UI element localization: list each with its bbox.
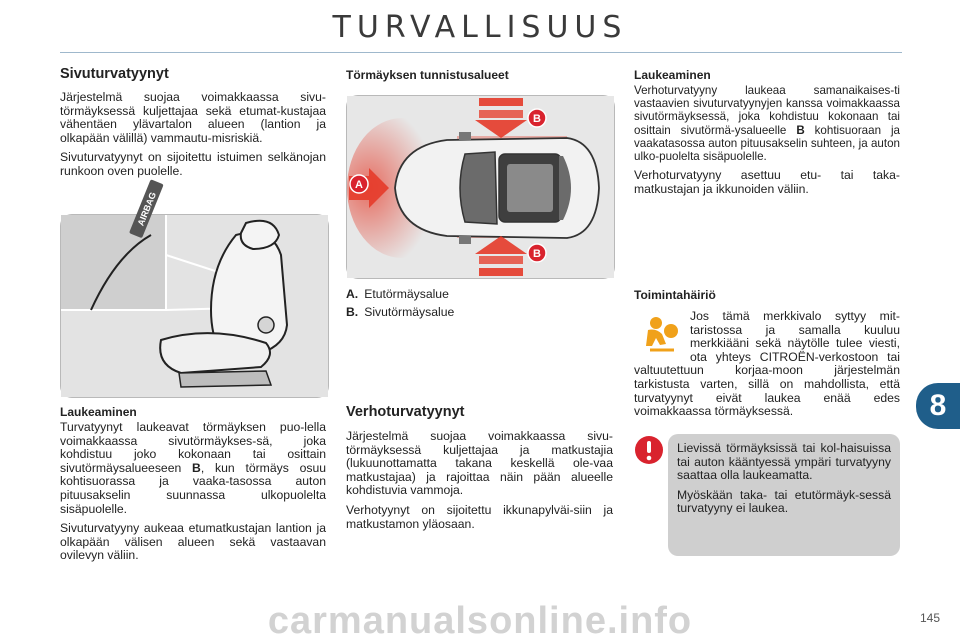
airbag-warning-light-icon	[640, 314, 684, 354]
paragraph: Verhoturvatyyny laukeaa samanaikaises-ti vastaavien sivuturvatyynyjen kanssa voimakkaassa sivutörmäyksessä, joka kohdistuu kokonaan tai osittain sivutörmä-ysalueelle B kohtisuoraan ja vaakatasossa auton pituusakselin suhteen, ja auton ulko-puolelta sisäpuolelle.	[634, 84, 900, 164]
seat-airbag-image	[61, 190, 328, 397]
toimintahairio-block	[634, 310, 900, 419]
diagram-legend	[346, 287, 454, 319]
warning-paragraph: Lievissä törmäyksissä tai kol-haisuissa tai auton kääntyessä ympäri turvatyyny saattaa olla laukeamatta.	[677, 441, 891, 483]
toimintahairio-text: Jos tämä merkkivalo syttyy mit-taristossa ja samalla kuuluu merkkiääni sekä näytölle tulee viesti, ota yhteys CITROËN-verkostoon tai valtuutettuun korjaa-moon järjestelmän tarkistusta varten, sillä on mahdollista, että turvatyynyt eivät laukea enää edes voimakkaassa törmäyksessä.	[634, 309, 900, 419]
col3-laukeaminen-body	[634, 84, 900, 196]
col1-laukeaminen-heading: Laukeaminen	[60, 405, 137, 419]
paragraph: Turvatyynyt laukeavat törmäyksen puo-lella voimakkaassa sivutörmäykses-sä, joka kohdistuu joko kokonaan tai osittain sivutörmäysalueeseen B, kun törmäys osuu kohtisuorassa ja vaaka-tasossa auton pituusakselin suunnassa ulkopuolelta sisäpuolelle.	[60, 420, 326, 516]
legend-item: B. Sivutörmäysalue	[346, 305, 455, 319]
verhoturvatyynyt-body	[346, 430, 613, 531]
sivuturvatyynyt-heading: Sivuturvatyynyt	[60, 66, 169, 82]
paragraph: Verhotyynyt on sijoitettu ikkunapylväi-siin ja matkustamon yläosaan.	[346, 502, 613, 531]
paragraph: Järjestelmä suojaa voimakkaassa sivu-törmäyksessä kuljettajaa sekä etumat-kustajaa vähentäen ylävartalon alueen (lantion ja olkapään välillä) vammautu-misriskiä.	[60, 90, 326, 145]
diagram-heading: Törmäyksen tunnistusalueet	[346, 68, 509, 82]
paragraph: Sivuturvatyynyt on sijoitettu istuimen selkänojan runkoon oven puolelle.	[60, 150, 326, 178]
paragraph: Sivuturvatyyny aukeaa etumatkustajan lantion ja olkapään välisen alueen sekä vastaavan ovilevyn väliin.	[60, 521, 326, 563]
warning-paragraph: Myöskään taka- tai etutörmäyk-sessä turvatyyny ei laukea.	[677, 487, 891, 516]
sivuturvatyynyt-body	[60, 91, 326, 179]
toimintahairio-heading: Toimintahäiriö	[634, 288, 716, 302]
col3-laukeaminen-heading: Laukeaminen	[634, 68, 711, 82]
warning-box	[668, 434, 900, 556]
airbag-label: AIRBAG	[135, 190, 159, 228]
impact-zones-diagram	[346, 95, 615, 279]
watermark: carmanualsonline.info	[267, 600, 693, 642]
chapter-tab: 8	[916, 383, 960, 429]
marker-b-top-label: B	[533, 113, 541, 125]
marker-a-label: A	[355, 179, 363, 191]
verhoturvatyynyt-heading: Verhoturvatyynyt	[346, 404, 465, 420]
warning-exclamation-icon	[634, 435, 664, 465]
legend-item: A. Etutörmäysalue	[346, 287, 449, 301]
paragraph: Verhoturvatyyny asettuu etu- tai taka-matkustajan ja ikkunoiden väliin.	[634, 168, 900, 196]
seat-illustration	[60, 190, 329, 398]
col1-laukeaminen-body	[60, 421, 326, 563]
paragraph: Järjestelmä suojaa voimakkaassa sivu-törmäyksessä kuljettajaa ja matkustajia (lukuunottamatta takana keskellä ole-vaa matkustajaa) ja rajoittaa näin pään alueelle kohdistuvia vammoja.	[346, 429, 613, 498]
marker-b-bottom-label: B	[533, 248, 541, 260]
page-title: TURVALLISUUS	[332, 10, 628, 45]
car-top-view	[347, 96, 614, 278]
page-number: 145	[919, 611, 940, 625]
warning-box-content	[668, 434, 900, 516]
title-divider	[60, 52, 902, 53]
